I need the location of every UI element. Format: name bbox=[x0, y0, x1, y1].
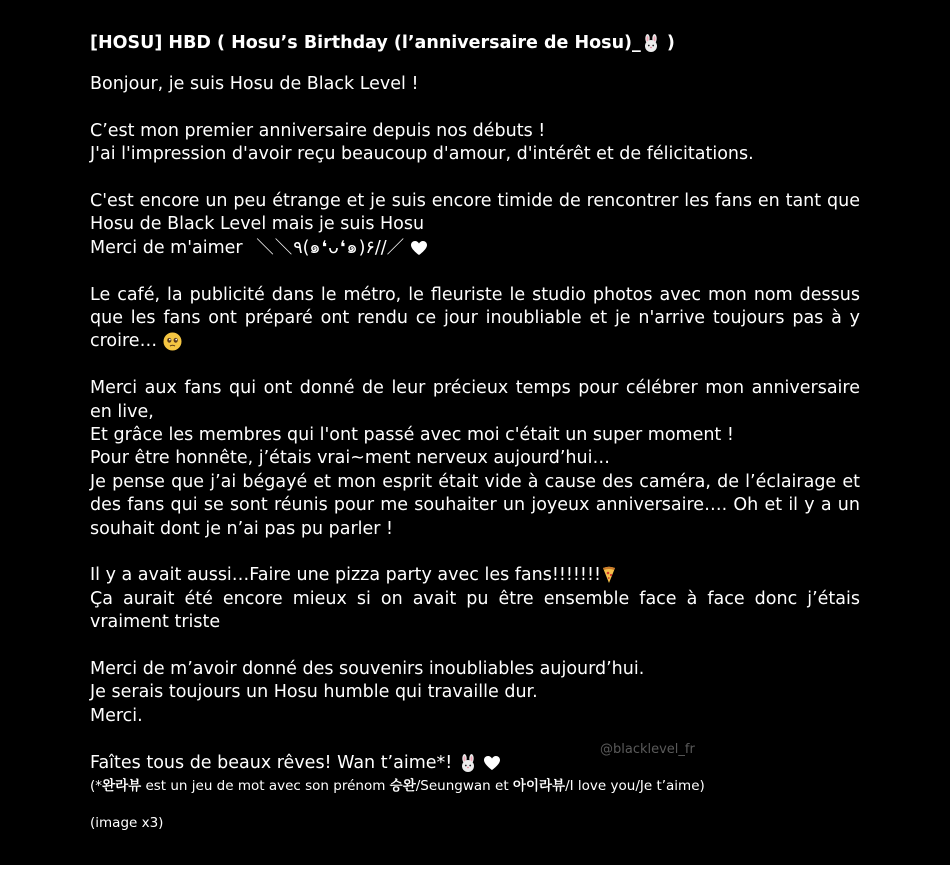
paragraph-pizza bbox=[90, 564, 860, 634]
text-line: Je serais toujours un Hosu humble qui travaille dur. bbox=[90, 682, 538, 703]
text-line: Il y a avait aussi…Faire une pizza party avec les fans!!!!!!! bbox=[90, 565, 601, 586]
paragraph-thanks-fans bbox=[90, 377, 860, 541]
white-heart-icon bbox=[410, 240, 428, 256]
footnote-text: /Seungwan et bbox=[415, 778, 513, 795]
footnote-korean-word: 승완 bbox=[389, 778, 416, 795]
text-line: Pour être honnête, j’étais vrai~ment nerveux aujourd’hui… bbox=[90, 448, 610, 469]
text-line: Merci. bbox=[90, 705, 143, 726]
text-line: C’est mon premier anniversaire depuis nos débuts ! bbox=[90, 120, 546, 141]
paragraph-greeting bbox=[90, 73, 860, 96]
white-heart-icon bbox=[483, 755, 501, 771]
greeting-text: Bonjour, je suis Hosu de Black Level ! bbox=[90, 74, 419, 94]
pleading-face-icon bbox=[163, 332, 182, 351]
footnote bbox=[90, 776, 860, 796]
paragraph-good-night bbox=[90, 752, 860, 775]
text-line: Merci aux fans qui ont donné de leur précieux temps pour célébrer mon anniversaire en live, bbox=[90, 378, 860, 422]
rabbit-face-icon bbox=[641, 34, 661, 52]
merci-line bbox=[90, 237, 860, 260]
post-body bbox=[90, 30, 860, 833]
text-line: Ça aurait été encore mieux si on avait pu être ensemble face à face donc j’étais vraiment triste bbox=[90, 588, 860, 633]
text-line: Le café, la publicité dans le métro, le fleuriste le studio photos avec mon nom dessus que les fans ont préparé ont rendu ce jour inoubliable et je n'arrive toujours pas à y croire… bbox=[90, 284, 860, 352]
text-line: C'est encore un peu étrange et je suis encore timide de rencontrer les fans en tant que Hosu de Black Level mais je suis Hosu bbox=[90, 191, 860, 235]
footnote-text: /I love you/Je t’aime) bbox=[565, 778, 705, 795]
footnote-korean-word: 아이라뷰 bbox=[512, 778, 566, 795]
bottom-divider bbox=[0, 865, 950, 871]
paragraph-shy bbox=[90, 190, 860, 260]
text-line: Je pense que j’ai bégayé et mon esprit était vide à cause des caméra, de l’éclairage et des fans qui se sont réunis pour me souhaiter un joyeux anniversaire…. Oh et il y a un souhait dont je n’ai pas pu parler ! bbox=[90, 471, 860, 539]
footnote-text: est un jeu de mot avec son prénom bbox=[141, 778, 390, 795]
paragraph-first-anniversary bbox=[90, 120, 860, 167]
text-line: Merci de m’avoir donné des souvenirs inoubliables aujourd’hui. bbox=[90, 659, 645, 680]
paragraph-cafe bbox=[90, 284, 860, 354]
post-title-text: [HOSU] HBD ( Hosu’s Birthday (l’anniversaire de Hosu)_ bbox=[90, 33, 641, 53]
paragraph-memories bbox=[90, 658, 860, 728]
footnote-open: (* bbox=[90, 778, 103, 795]
pizza-line bbox=[90, 564, 860, 587]
text-line: Faîtes tous de beaux rêves! Wan t’aime*! bbox=[90, 752, 453, 773]
post-title-suffix: ) bbox=[660, 33, 675, 53]
text-line: Et grâce les membres qui l'ont passé avec moi c'était un super moment ! bbox=[90, 425, 734, 446]
text-line: J'ai l'impression d'avoir reçu beaucoup d'amour, d'intérêt et de félicitations. bbox=[90, 144, 754, 165]
pizza-icon bbox=[601, 566, 617, 584]
post-title bbox=[90, 30, 860, 57]
watermark: @blacklevel_fr bbox=[600, 742, 695, 757]
footnote-korean-word: 완라뷰 bbox=[102, 778, 142, 795]
merci-text: Merci de m'aimer bbox=[90, 237, 243, 258]
rabbit-face-icon bbox=[458, 754, 478, 772]
image-count: (image x3) bbox=[90, 815, 164, 832]
kaomoji: ＼＼٩(๑❛ᴗ❛๑)۶//／ bbox=[256, 237, 405, 258]
